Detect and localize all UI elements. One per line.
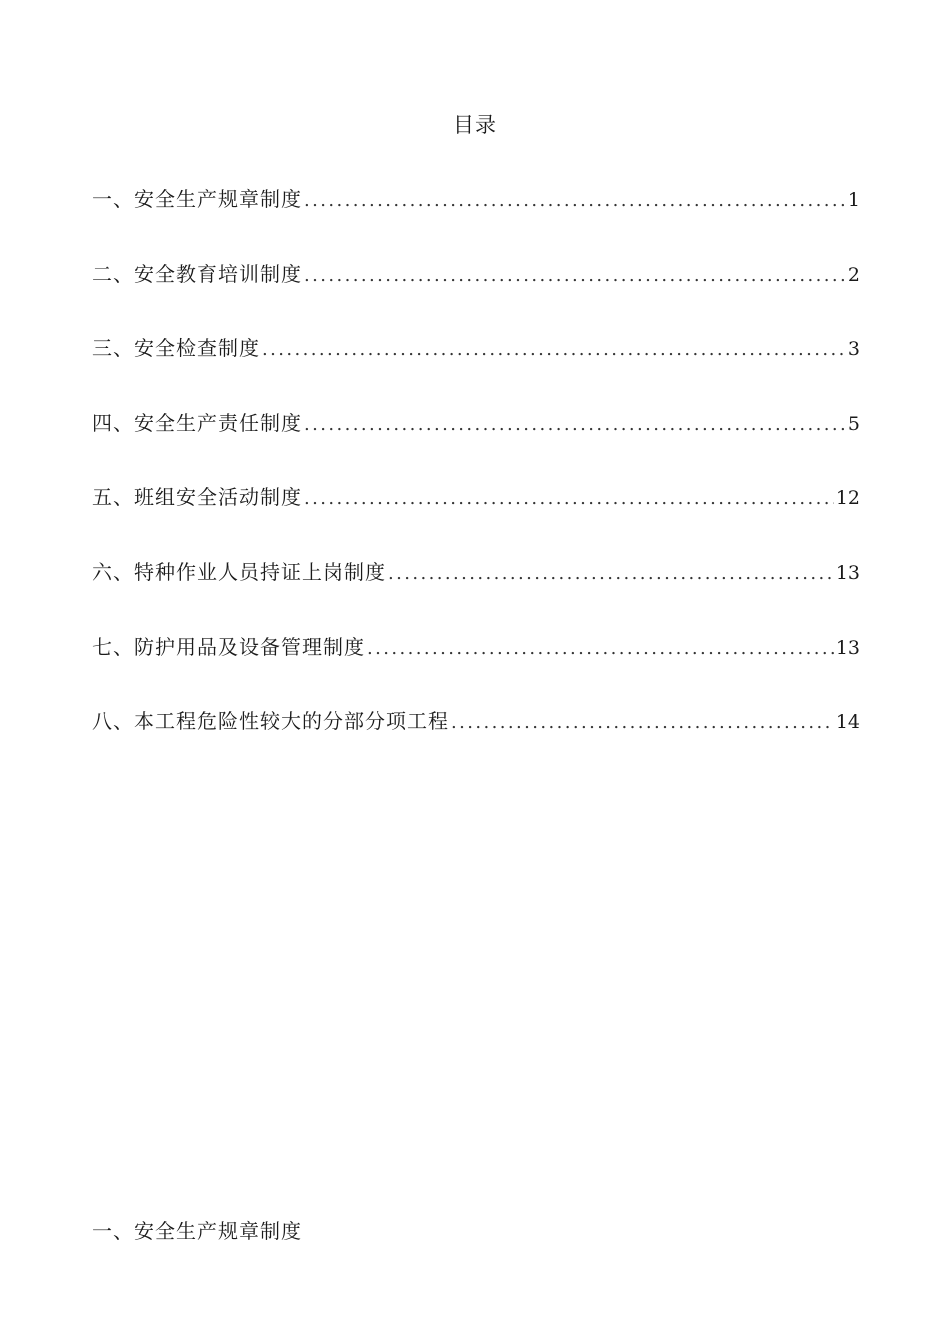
- dot-leader: [304, 484, 834, 514]
- toc-entry-page: 13: [835, 636, 860, 659]
- table-of-contents: [92, 184, 860, 781]
- toc-entry[interactable]: [92, 632, 860, 707]
- toc-entry-label: 二、安全教育培训制度: [92, 261, 302, 286]
- dot-leader: [304, 186, 846, 216]
- toc-entry[interactable]: [92, 333, 860, 408]
- toc-entry-page: 3: [847, 338, 860, 361]
- toc-entry-label: 八、本工程危险性较大的分部分项工程: [92, 709, 449, 734]
- toc-entry-label: 四、安全生产责任制度: [92, 410, 302, 435]
- toc-entry-label: 七、防护用品及设备管理制度: [92, 634, 365, 659]
- toc-title: 目录: [453, 113, 497, 137]
- toc-entry-label: 五、班组安全活动制度: [92, 485, 302, 510]
- dot-leader: [367, 634, 834, 664]
- toc-entry[interactable]: [92, 184, 860, 259]
- toc-entry-label: 六、特种作业人员持证上岗制度: [92, 559, 386, 584]
- dot-leader: [304, 261, 846, 291]
- toc-entry-label: 三、安全检查制度: [92, 336, 260, 361]
- toc-entry-page: 12: [835, 487, 860, 510]
- dot-leader: [304, 410, 846, 440]
- toc-entry[interactable]: [92, 259, 860, 334]
- toc-entry[interactable]: [92, 482, 860, 557]
- toc-entry[interactable]: [92, 557, 860, 632]
- toc-entry[interactable]: [92, 706, 860, 781]
- section-heading: 一、安全生产规章制度: [92, 1219, 302, 1243]
- toc-entry-label: 一、安全生产规章制度: [92, 187, 302, 211]
- dot-leader: [388, 559, 834, 589]
- dot-leader: [451, 708, 834, 738]
- toc-entry-page: 13: [835, 561, 860, 584]
- toc-entry-page: 14: [835, 711, 860, 734]
- toc-entry[interactable]: [92, 408, 860, 483]
- dot-leader: [262, 335, 846, 365]
- toc-entry-page: 5: [847, 412, 860, 435]
- toc-entry-page: 2: [847, 263, 860, 286]
- toc-entry-page: 1: [847, 189, 860, 211]
